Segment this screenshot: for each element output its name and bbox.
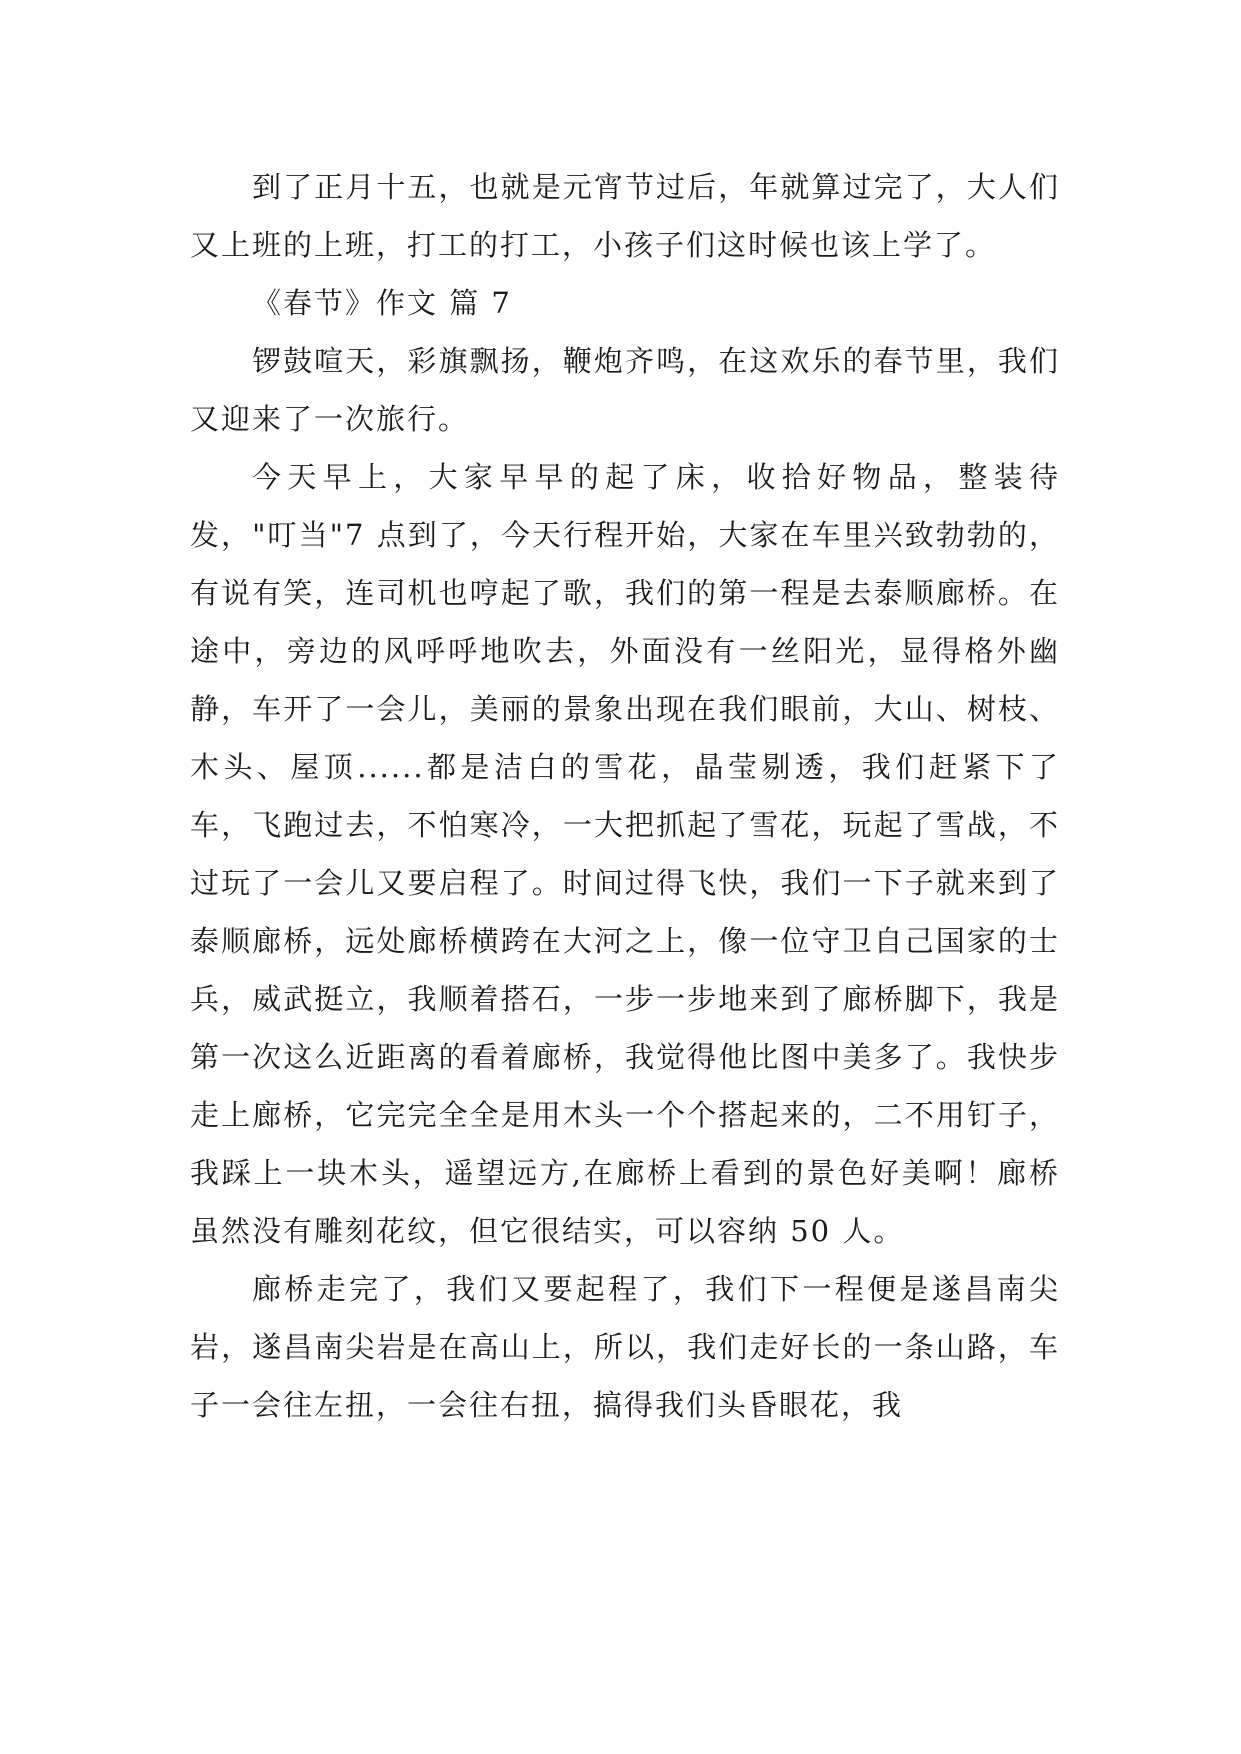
paragraph-covered-bridge: 今天早上，大家早早的起了床，收拾好物品，整装待发，"叮当"7 点到了，今天行程开始，大家在车里兴致勃勃的，有说有笑，连司机也哼起了歌，我们的第一程是去泰顺廊桥。在途中，旁边的风呼呼地吹去，外面没有一丝阳光，显得格外幽静，车开了一会儿，美丽的景象出现在我们眼前，大山、树枝、木头、屋顶......都是洁白的雪花，晶莹剔透，我们赶紧下了车，飞跑过去，不怕寒冷，一大把抓起了雪花，玩起了雪战，不过玩了一会儿又要启程了。时间过得飞快，我们一下子就来到了泰顺廊桥，远处廊桥横跨在大河之上，像一位守卫自己国家的士兵，威武挺立，我顺着搭石，一步一步地来到了廊桥脚下，我是第一次这么近距离的看着廊桥，我觉得他比图中美多了。我快步走上廊桥，它完完全全是用木头一个个搭起来的，二不用钉子，我踩上一块木头，遥望远方,在廊桥上看到的景色好美啊！廊桥虽然没有雕刻花纹，但它很结实，可以容纳 50 人。 (190, 460, 1060, 1248)
paragraph-mountain-road: 廊桥走完了，我们又要起程了，我们下一程便是遂昌南尖岩，遂昌南尖岩是在高山上，所以，我们走好长的一条山路，车子一会往左扭，一会往右扭，搞得我们头昏眼花，我 (190, 1272, 1060, 1422)
paragraph-lantern-festival: 到了正月十五，也就是元宵节过后，年就算过完了，大人们又上班的上班，打工的打工，小孩子们这时候也该上学了。 (190, 170, 1060, 262)
document-body (190, 158, 1060, 1434)
paragraph-trip-intro: 锣鼓喧天，彩旗飘扬，鞭炮齐鸣，在这欢乐的春节里，我们又迎来了一次旅行。 (190, 344, 1060, 436)
essay-heading: 《春节》作文 篇 7 (252, 286, 512, 320)
